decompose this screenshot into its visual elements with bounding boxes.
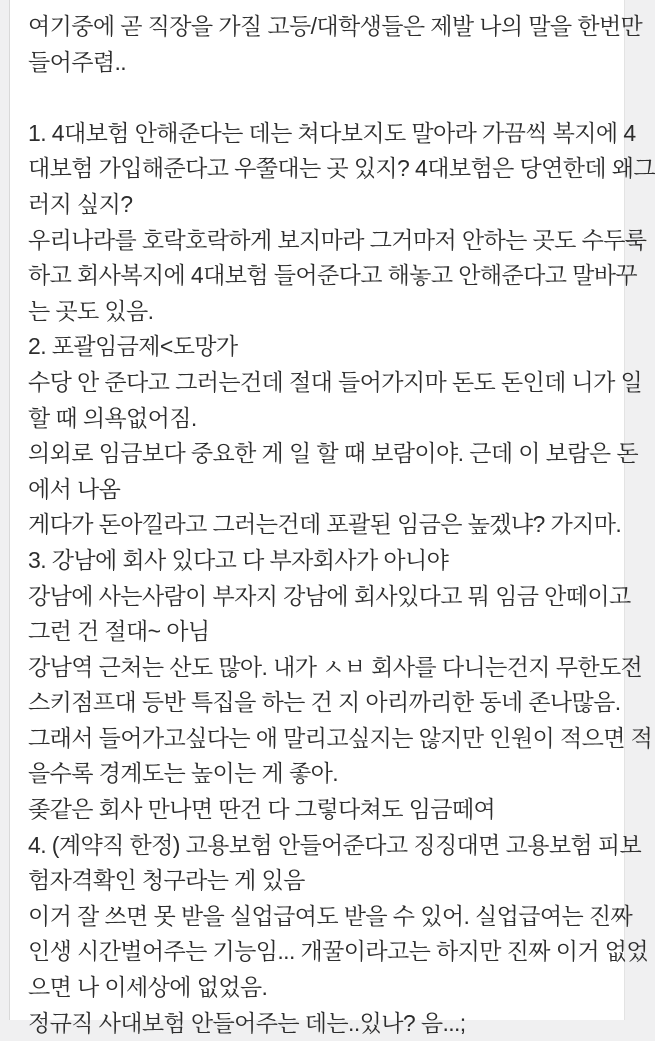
text-line: 하고 회사복지에 4대보험 들어준다고 해놓고 안해준다고 말바꾸	[28, 262, 638, 289]
text-line: 강남역 근처는 산도 많아. 내가 ㅅㅂ 회사를 다니는건지 무한도전	[28, 653, 643, 680]
text-line: 게다가 돈아낄라고 그러는건데 포괄된 임금은 높겠냐? 가지마.	[28, 511, 622, 538]
text-line: 우리나라를 호락호락하게 보지마라 그거마저 안하는 곳도 수두룩	[28, 226, 647, 253]
text-line: 을수록 경계도는 높이는 게 좋아.	[28, 760, 338, 787]
text-line: 2. 포괄임금제<도망가	[28, 333, 238, 360]
text-line: 할 때 의욕없어짐.	[28, 404, 197, 431]
text-line-blank	[28, 80, 610, 116]
text-line: 좆같은 회사 만나면 딴건 다 그렇다쳐도 임금떼여	[28, 796, 496, 823]
text-line: 이거 잘 쓰면 못 받을 실업급여도 받을 수 있어. 실업급여는 진짜	[28, 902, 633, 929]
text-line: 1. 4대보험 안해준다는 데는 쳐다보지도 말아라 가끔씩 복지에 4	[28, 119, 636, 146]
text-line: 험자격확인 청구라는 게 있음	[28, 867, 305, 894]
text-line: 3. 강남에 회사 있다고 다 부자회사가 아니야	[28, 546, 449, 573]
text-line: 그래서 들어가고싶다는 애 말리고싶지는 않지만 인원이 적으면 적	[28, 724, 653, 751]
text-line: 러지 싶지?	[28, 190, 133, 217]
text-line: 수당 안 준다고 그러는건데 절대 들어가지마 돈도 돈인데 니가 일	[28, 368, 643, 395]
text-line: 는 곳도 있음.	[28, 297, 154, 324]
text-line: 대보험 가입해준다고 우쭐대는 곳 있지? 4대보험은 당연한데 왜그	[28, 155, 655, 182]
text-line: 의외로 임금보다 중요한 게 일 할 때 보람이야. 근데 이 보람은 돈	[28, 440, 638, 467]
text-line: 인생 시간벌어주는 기능임... 개꿀이라고는 하지만 진짜 이거 없었	[28, 938, 648, 965]
text-line: 그런 건 절대~ 아님	[28, 618, 210, 645]
text-line: 정규직 사대보험 안들어주는 데는..있나? 음...;	[28, 1009, 466, 1036]
post-body	[9, 0, 655, 1036]
text-line: 들어주렴..	[28, 48, 127, 75]
text-line: 스키점프대 등반 특집을 하는 건 지 아리까리한 동네 존나많음.	[28, 689, 621, 716]
text-line: 강남에 사는사람이 부자지 강남에 회사있다고 뭐 임금 안떼이고	[28, 582, 631, 609]
text-line: 에서 나옴	[28, 475, 121, 502]
text-line: 4. (계약직 한정) 고용보험 안들어준다고 징징대면 고용보험 피보	[28, 831, 642, 858]
text-line: 여기중에 곧 직장을 가질 고등/대학생들은 제발 나의 말을 한번만	[28, 13, 643, 39]
text-line: 으면 나 이세상에 없었음.	[28, 974, 268, 1001]
